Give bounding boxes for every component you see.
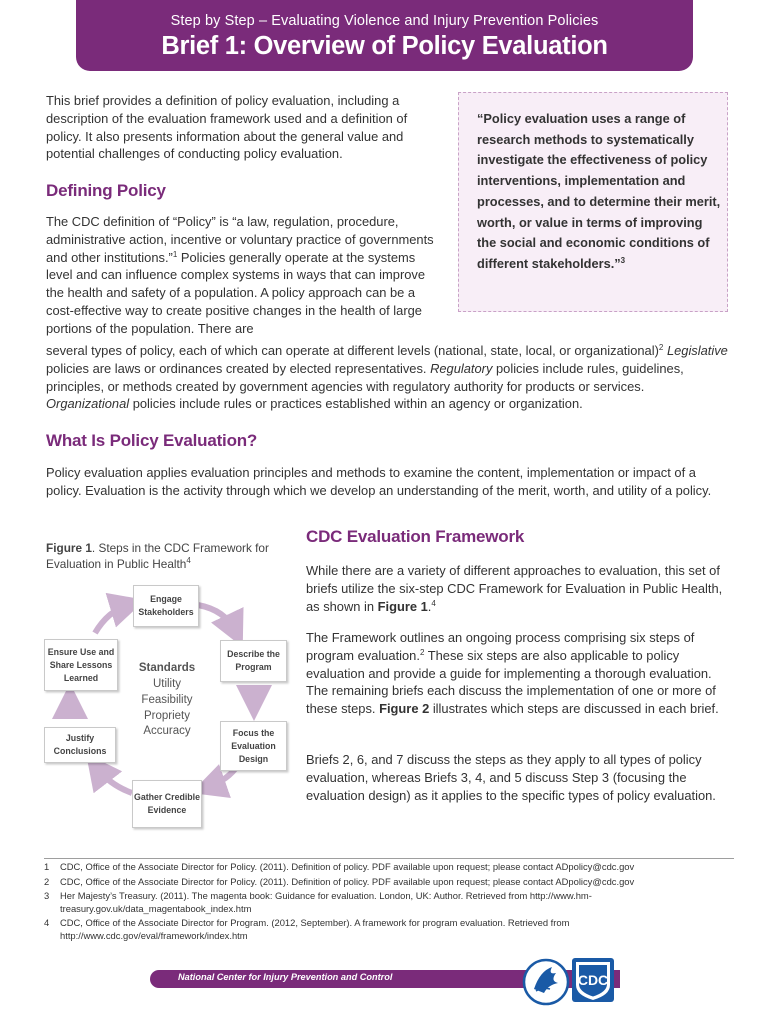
standards-list: [117, 660, 217, 740]
defining-policy-paragraph-bottom: several types of policy, each of which can operate at different levels (national, state, local, or organizational)$^2$ Legislative policies are laws or ordinances created by elected representatives. Regulatory policies include rules, guidelines, principles, or methods created by government agencies with regulatory authority for products or services. Organizational policies include rules or practices established within an agency or organization.: [46, 343, 728, 412]
step-ensure-use: Ensure Use and Share Lessons Learned: [44, 639, 118, 691]
standard-item: Feasibility: [141, 693, 193, 706]
svg-text:CDC: CDC: [577, 972, 609, 988]
quote-box: [458, 92, 728, 312]
footnotes: [44, 858, 734, 944]
hhs-cdc-logo: [522, 951, 618, 1011]
cycle-arrow-icon: [95, 605, 128, 633]
framework-paragraph-2: The Framework outlines an ongoing process comprising six steps of program evaluation.$^2$ These six steps are also applicable to policy evaluation and provide a guide for implementing a thorough evaluation. The remaining briefs each discuss the implementation of one or more of these steps. Figure 2 illustrates which steps are discussed in each brief.: [306, 630, 719, 717]
section-heading-what-is-policy-evaluation: What Is Policy Evaluation?: [46, 431, 258, 450]
step-gather-credible-evidence: Gather Credible Evidence: [132, 780, 202, 828]
defining-policy-paragraph-top: The CDC definition of “Policy” is “a law, regulation, procedure, administrative action, incentive or voluntary practice of governments and other institutions.”$^1$ Policies generally operate at the systems level and can influence complex systems in ways that can improve the health and safety of a population. A policy approach can be a cost-effective way to create positive changes in the health of large portions of the population. There are: [46, 214, 434, 336]
banner-subtitle: Step by Step – Evaluating Violence and Injury Prevention Policies: [170, 13, 599, 29]
what-is-paragraph: Policy evaluation applies evaluation principles and methods to examine the content, implementation or impact of a policy. Evaluation is the activity through which we develop an understanding of the merit, worth, and utility of a policy.: [46, 465, 712, 498]
footer-center-name: National Center for Injury Prevention and Control: [178, 972, 393, 982]
section-heading-cdc-evaluation-framework: CDC Evaluation Framework: [306, 527, 525, 546]
intro-paragraph: This brief provides a definition of policy evaluation, including a description of the evaluation framework used and a definition of policy. It also presents information about the general value and potential challenges of conducting policy evaluation.: [46, 93, 408, 162]
step-describe-program: Describe the Program: [220, 640, 287, 682]
footnote: 2 CDC, Office of the Associate Director for Policy. (2011). Definition of policy. PDF available upon request; please contact ADpolicy@cdc.gov: [44, 875, 635, 887]
footnote: 1 CDC, Office of the Associate Director for Policy. (2011). Definition of policy. PDF available upon request; please contact ADpolicy@cdc.gov: [44, 861, 635, 872]
step-engage-stakeholders: Engage Stakeholders: [133, 585, 199, 627]
figure-caption: Figure 1. Steps in the CDC Framework for Evaluation in Public Health$^4$: [46, 541, 269, 571]
footnote: 3 Her Majesty’s Treasury. (2011). The magenta book: Guidance for evaluation. London, UK: Author. Retrieved from http://www.hm-treasury.gov.uk/data_magentabook_index.htm: [44, 890, 592, 914]
standard-item: Utility: [152, 678, 182, 690]
step-justify-conclusions: Justify Conclusions: [44, 727, 116, 763]
standard-item: Accuracy: [143, 725, 191, 738]
cdc-framework-diagram: [40, 575, 296, 835]
cdc-logo-icon: [572, 958, 614, 1002]
page-title: Brief 1: Overview of Policy Evaluation: [161, 32, 608, 60]
footnote: 4 CDC, Office of the Associate Director for Program. (2012, September). A framework for program evaluation. Retrieved from http://www.cdc.gov/eval/framework/index.htm: [44, 917, 570, 941]
framework-paragraph-1: While there are a variety of different approaches to evaluation, this set of briefs utilize the six-step CDC Framework for Evaluation in Public Health, as shown in Figure 1.$^4$: [306, 563, 723, 614]
logo-group: [522, 951, 618, 1011]
framework-paragraph-3: Briefs 2, 6, and 7 discuss the steps as they apply to all types of policy evaluation, whereas Briefs 3, 4, and 5 discuss Step 3 (focusing the evaluation design) as it applies to the specific types of policy evaluation.: [306, 752, 716, 803]
quote-text: “Policy evaluation uses a range of research methods to systematically investigate the effectiveness of policy interventions, implementation and processes, and to determine their merit, worth, or value in terms of improving the social and economic conditions of different stakeholders.”$^3$: [477, 111, 721, 271]
header-banner: [76, 0, 693, 71]
standards-title: Standards: [138, 662, 196, 674]
cycle-arrow-icon: [198, 605, 235, 631]
standard-item: Propriety: [143, 709, 191, 722]
section-heading-defining-policy: Defining Policy: [46, 181, 166, 200]
cycle-arrow-icon: [97, 768, 132, 793]
step-focus-evaluation-design: Focus the Evaluation Design: [220, 721, 287, 771]
hhs-eagle-icon: [524, 960, 568, 1004]
